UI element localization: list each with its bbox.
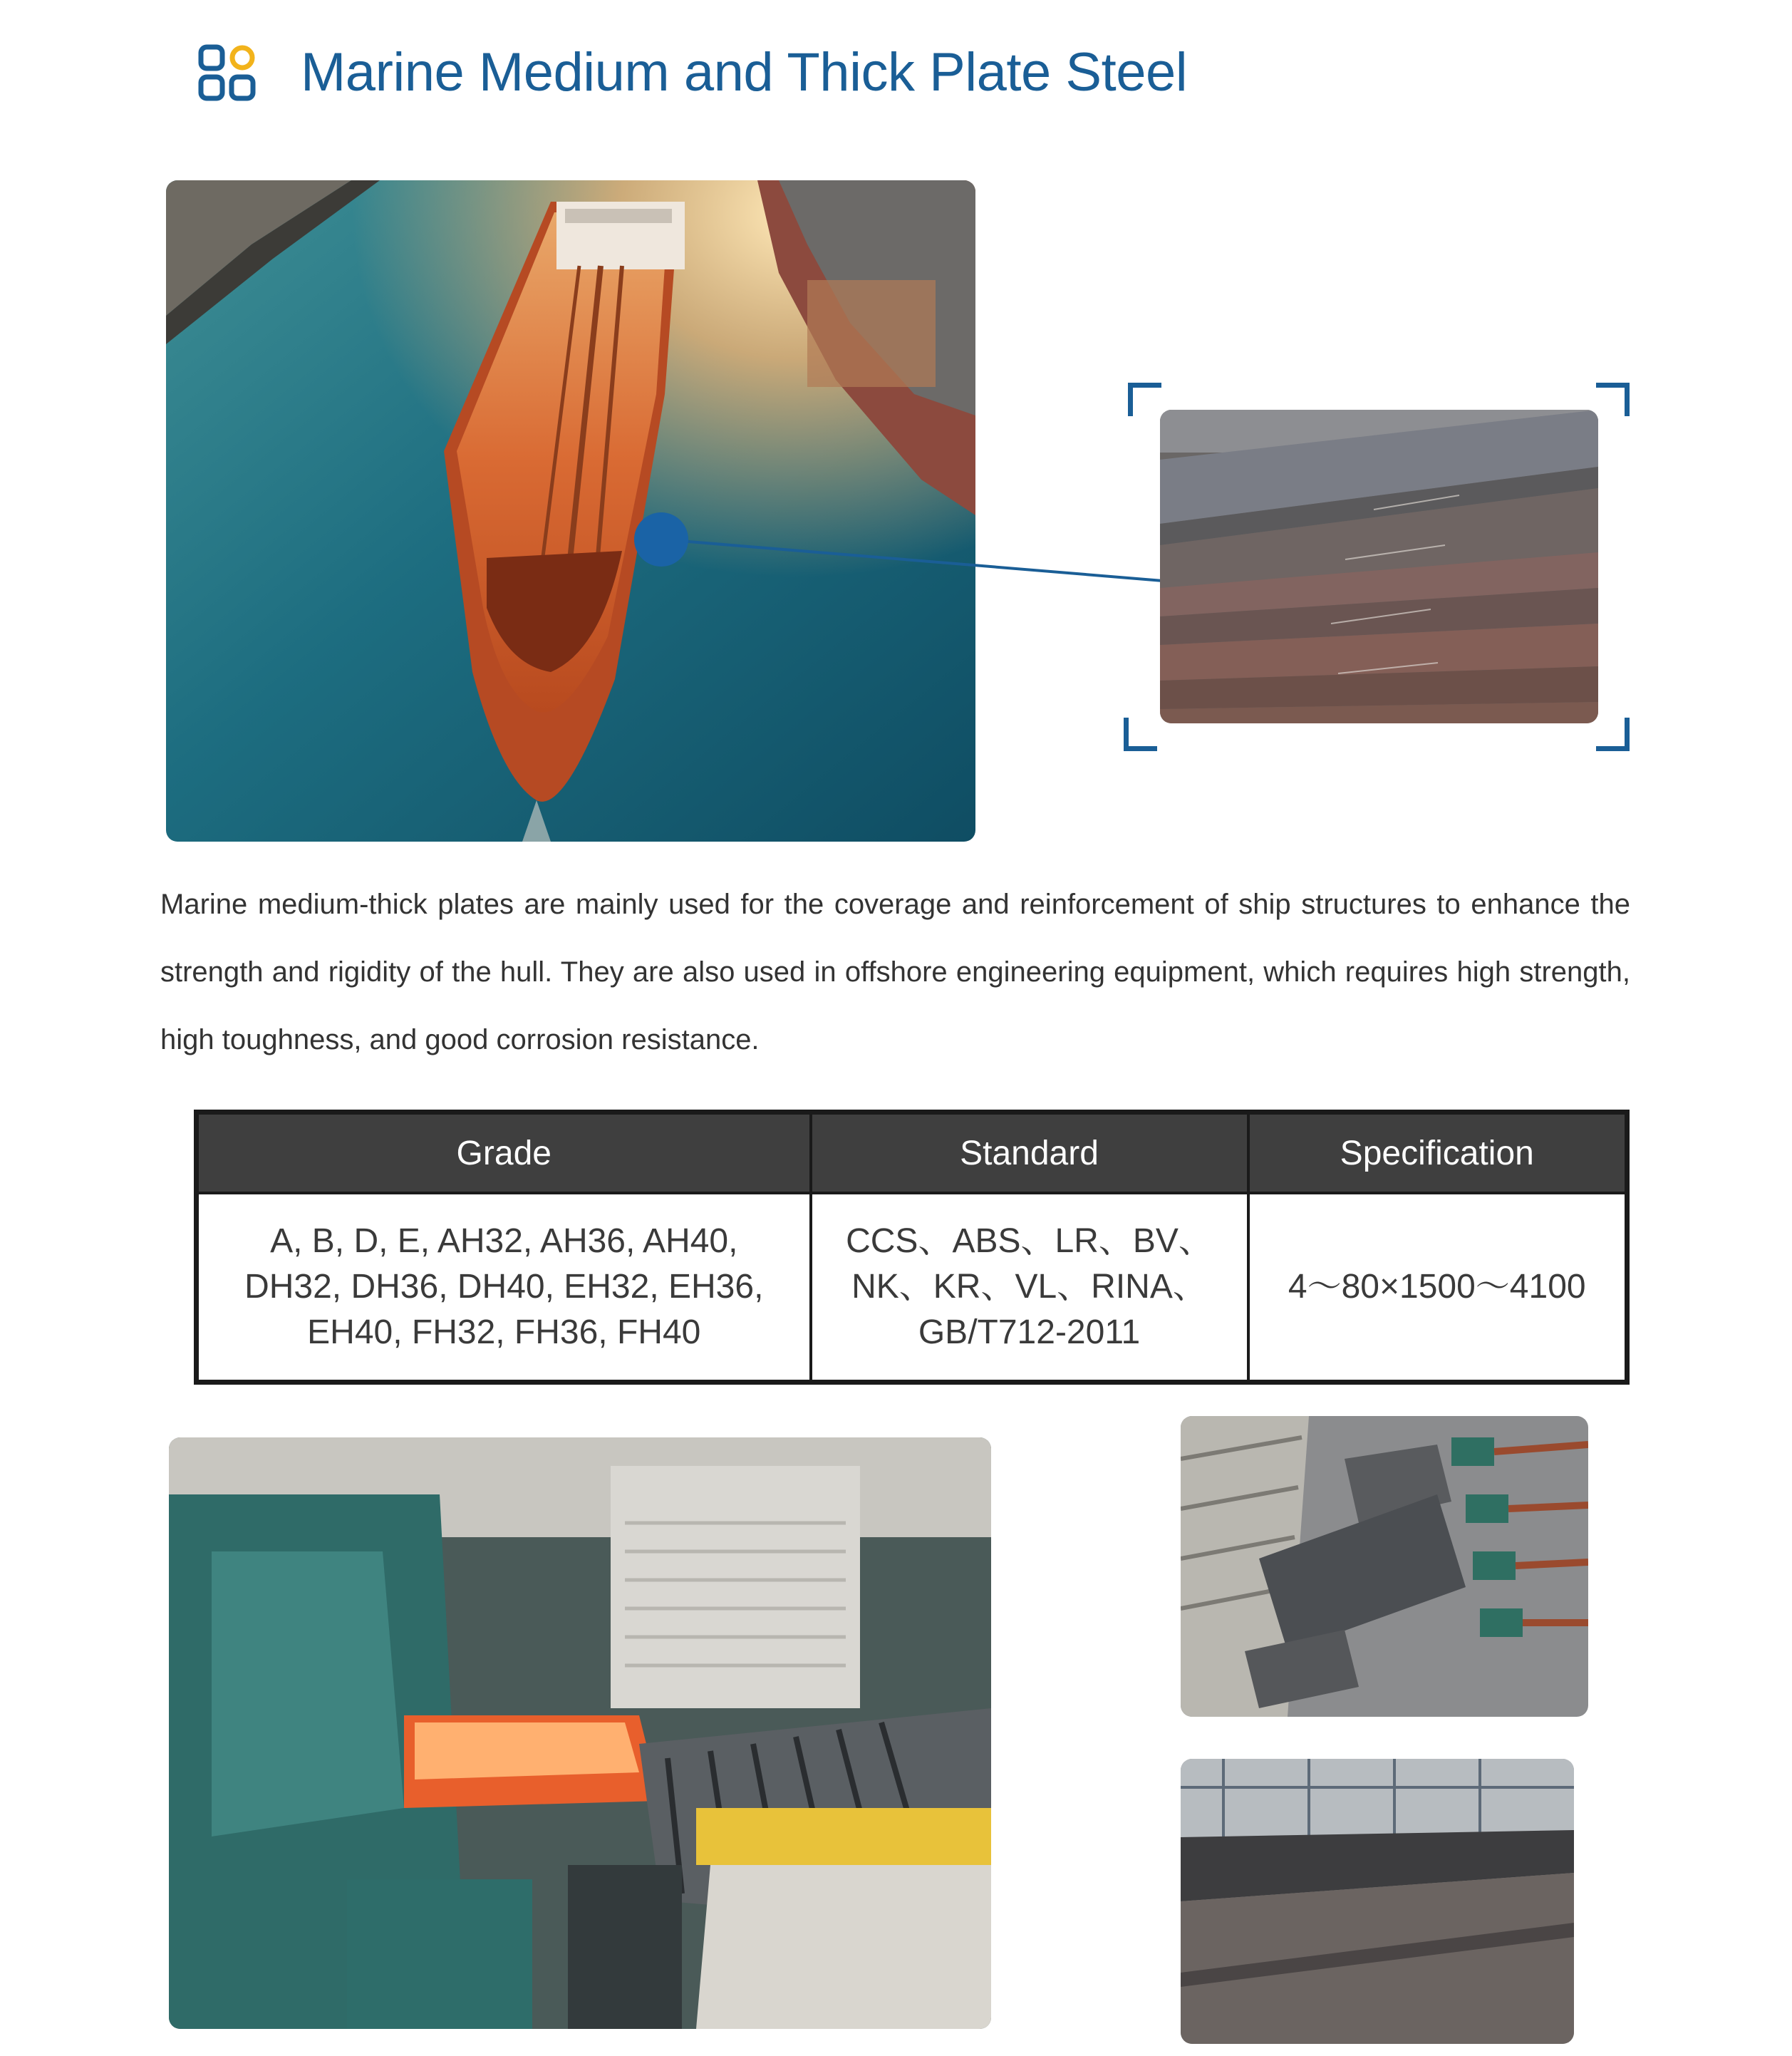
roller-table-photo <box>1181 1416 1588 1717</box>
rolling-mill-photo <box>169 1437 991 2029</box>
grade-line: DH32, DH36, DH40, EH32, EH36, <box>244 1268 764 1306</box>
description-paragraph: Marine medium-thick plates are mainly used for the coverage and reinforcement of ship structures to enhance the strength and rigidity of the hull. They are also used in offshore engineering equipment, which requires high strength, high toughness, and good corrosion resistance. <box>160 889 1630 1055</box>
corner-bracket-top-right <box>1596 383 1630 416</box>
table-row <box>197 1193 1627 1383</box>
page-title: Marine Medium and Thick Plate Steel <box>301 42 1188 103</box>
specification-table <box>194 1110 1630 1385</box>
standard-cell <box>811 1193 1248 1383</box>
standard-line: GB/T712-2011 <box>918 1313 1141 1351</box>
grade-cell <box>197 1193 811 1383</box>
specification-column-header: Specification <box>1248 1112 1627 1194</box>
plate-storage-yard-photo <box>1181 1759 1574 2044</box>
standard-line: NK、KR、VL、RINA、 <box>851 1268 1207 1306</box>
steel-plates-closeup-photo <box>1160 410 1598 723</box>
corner-bracket-top-left <box>1128 383 1161 416</box>
grid-apps-icon <box>198 44 257 103</box>
standard-column-header: Standard <box>811 1112 1248 1194</box>
specification-cell: 4～80×1500～4100 <box>1248 1193 1627 1383</box>
grade-column-header: Grade <box>197 1112 811 1194</box>
corner-bracket-bottom-right <box>1596 718 1630 751</box>
table-header-row <box>197 1112 1627 1194</box>
standard-line: CCS、ABS、LR、BV、 <box>846 1222 1213 1260</box>
grade-line: A, B, D, E, AH32, AH36, AH40, <box>270 1222 738 1260</box>
grade-line: EH40, FH32, FH36, FH40 <box>307 1313 701 1351</box>
cargo-ship-aerial-photo <box>166 180 975 842</box>
corner-bracket-bottom-left <box>1124 718 1157 751</box>
